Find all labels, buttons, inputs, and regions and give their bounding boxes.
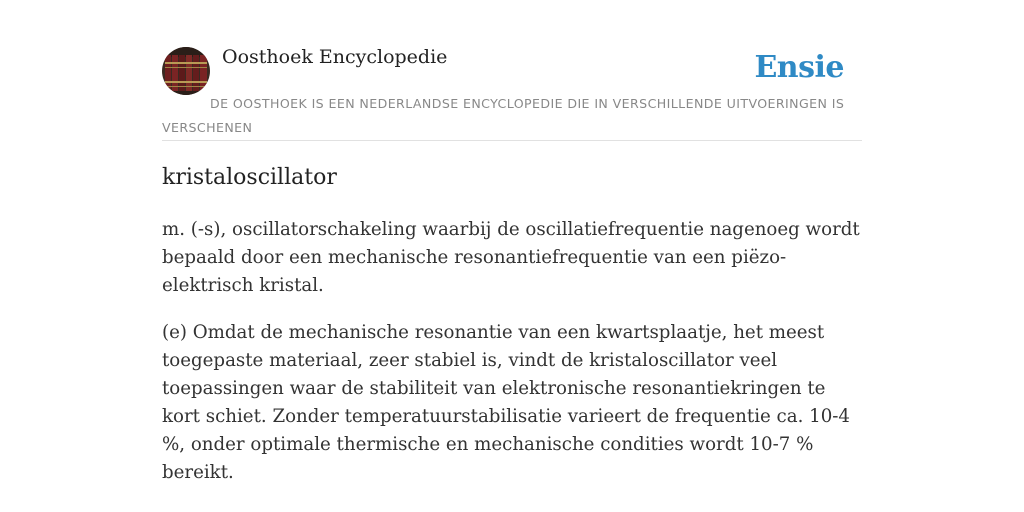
encyclopedia-books-icon[interactable] (162, 47, 210, 95)
ensie-logo[interactable]: Ensie (754, 50, 844, 85)
article-paragraph: (e) Omdat de mechanische resonantie van een kwartsplaatje, het meest toegepaste materiaal, zeer stabiel is, vindt de kristaloscillator veel toepassingen waar de stabiliteit van elektronische resonantiekringen te kort schiet. Zonder temperatuurstabilisatie varieert de frequentie ca. 10-4 %, onder optimale thermische en mechanische condities wordt 10-7 % bereikt. (162, 322, 851, 483)
article-paragraph: m. (-s), oscillatorschakeling waarbij de oscillatiefrequentie nagenoeg wordt bepaald door een mechanische resonantiefrequentie van een piëzo-elektrisch kristal. (162, 219, 860, 296)
source-name-link[interactable]: Oosthoek Encyclopedie (222, 46, 448, 68)
source-description: DE OOSTHOEK IS EEN NEDERLANDSE ENCYCLOPEDIE DIE IN VERSCHILLENDE UITVOERINGEN IS VERSCHENEN (162, 96, 845, 135)
source-header (162, 44, 862, 141)
article-title: kristaloscillator (162, 165, 337, 190)
